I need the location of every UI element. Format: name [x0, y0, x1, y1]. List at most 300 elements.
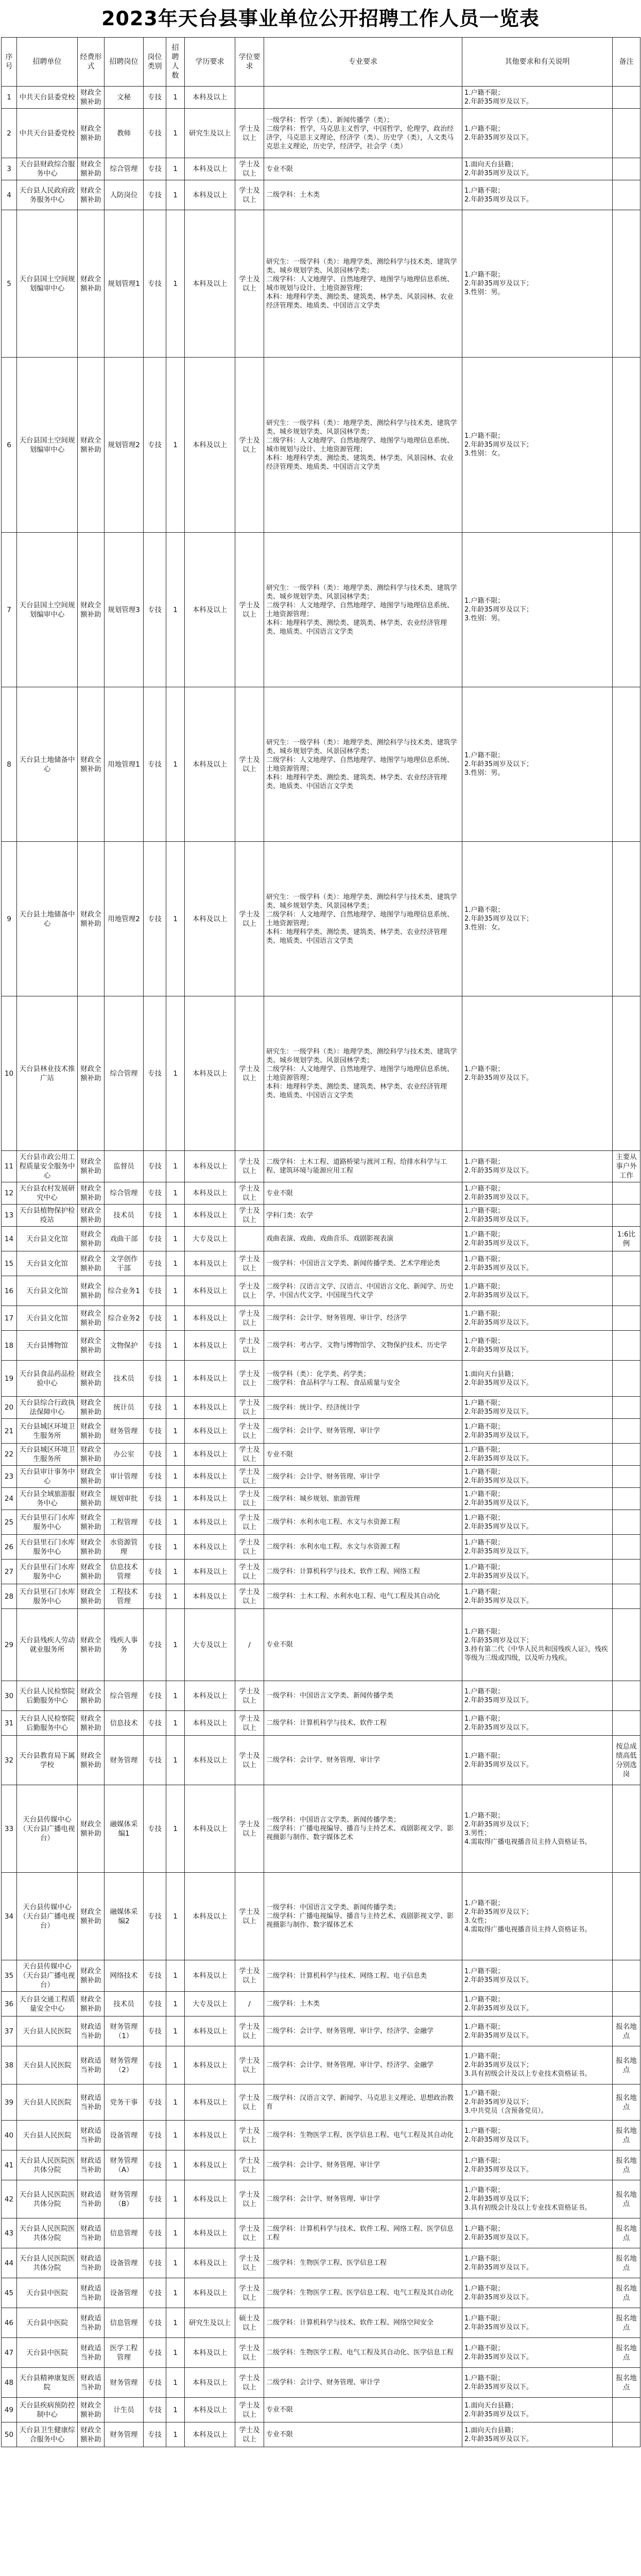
table-row [2, 842, 640, 996]
cell-funding: 财政全额补助 [78, 1227, 105, 1251]
cell-degree: 学士及以上 [235, 2278, 264, 2308]
cell-remark [613, 1251, 640, 1276]
cell-no: 13 [2, 1205, 17, 1227]
cell-no: 22 [2, 1444, 17, 1466]
cell-unit: 天台县人民医院医共体分院 [17, 2248, 78, 2278]
cell-position: 工程管理 [105, 1510, 144, 1535]
table-row [2, 533, 640, 687]
cell-category: 专技 [144, 1151, 166, 1182]
cell-funding: 财政适当补助 [78, 2084, 105, 2121]
cell-funding: 财政全额补助 [78, 1488, 105, 1510]
header-remark: 备注 [613, 38, 640, 87]
cell-major: 研究生：一级学科（类）：地理学类、测绘科学与技术类、建筑学类、城乡规划学类、风景园林学类； 二级学科：人文地理学、自然地理学、地图学与地理信息系统、城市规划与设计、土地资源管理； 本科：地理科学类、测绘类、建筑类、林学类、风景园林、农业经济管理类、地质类、中国语言文学类 [264, 358, 462, 533]
cell-unit: 天台县文化馆 [17, 1306, 78, 1331]
cell-funding: 财政全额补助 [78, 1736, 105, 1785]
cell-funding: 财政适当补助 [78, 2218, 105, 2248]
cell-degree: 硕士及以上 [235, 2308, 264, 2338]
table-row [2, 1736, 640, 1785]
cell-count: 1 [166, 1510, 185, 1535]
cell-other: 1.户籍不限； 2.年龄35周岁及以下。 [462, 1510, 613, 1535]
cell-position: 综合管理 [105, 996, 144, 1151]
cell-other: 1.户籍不限； 2.年龄35周岁及以下； 3.性别：女。 [462, 842, 613, 996]
header-row [2, 38, 640, 87]
cell-no: 2 [2, 109, 17, 158]
cell-no: 35 [2, 1960, 17, 1992]
cell-unit: 天台县审计事务中心 [17, 1466, 78, 1488]
cell-no: 14 [2, 1227, 17, 1251]
cell-unit: 天台县市政公用工程质量安全服务中心 [17, 1151, 78, 1182]
cell-category: 专技 [144, 533, 166, 687]
cell-education: 本科及以上 [185, 2422, 235, 2447]
cell-degree: 学士及以上 [235, 1466, 264, 1488]
cell-education: 本科及以上 [185, 1960, 235, 1992]
cell-funding: 财政全额补助 [78, 1711, 105, 1736]
cell-major: 专业不限 [264, 2422, 462, 2447]
table-row [2, 1251, 640, 1276]
table-row [2, 2368, 640, 2398]
cell-count: 1 [166, 1584, 185, 1609]
cell-count: 1 [166, 2368, 185, 2398]
cell-unit: 天台县传媒中心（天台县广播电视台） [17, 1873, 78, 1960]
cell-count: 1 [166, 2338, 185, 2368]
cell-no: 41 [2, 2150, 17, 2180]
cell-funding: 财政全额补助 [78, 1397, 105, 1419]
cell-education: 本科及以上 [185, 2278, 235, 2308]
cell-category: 专技 [144, 1361, 166, 1397]
cell-funding: 财政适当补助 [78, 2016, 105, 2046]
cell-unit: 天台县食品药品检验中心 [17, 1361, 78, 1397]
cell-count: 1 [166, 1397, 185, 1419]
cell-funding: 财政适当补助 [78, 2338, 105, 2368]
cell-remark [613, 210, 640, 358]
table-row [2, 996, 640, 1151]
cell-funding: 财政适当补助 [78, 2046, 105, 2084]
cell-other: 1.户籍不限； 2.年龄35周岁及以下； 3.男性； 4.需取得广播电视播音员主持人资格证书。 [462, 1785, 613, 1873]
cell-degree: 学士及以上 [235, 1306, 264, 1331]
cell-position: 财务管理 [105, 1419, 144, 1444]
cell-position: 人防岗位 [105, 180, 144, 210]
cell-unit: 天台县人民检察院后勤服务中心 [17, 1681, 78, 1711]
table-row [2, 1560, 640, 1584]
cell-category: 专技 [144, 2368, 166, 2398]
cell-category: 专技 [144, 1205, 166, 1227]
cell-degree: 学士及以上 [235, 1873, 264, 1960]
cell-remark: 1:6比例 [613, 1227, 640, 1251]
cell-remark [613, 1361, 640, 1397]
cell-count: 1 [166, 1992, 185, 2016]
table-row [2, 1584, 640, 1609]
cell-education: 本科及以上 [185, 1306, 235, 1331]
cell-major: 一级学科：中国语言文学类、新闻传播学类； 二级学科：广播电视编导、播音与主持艺术、戏剧影视文学、影视摄影与制作、数字媒体艺术 [264, 1785, 462, 1873]
cell-education: 本科及以上 [185, 842, 235, 996]
cell-unit: 天台县文化馆 [17, 1227, 78, 1251]
cell-degree: 学士及以上 [235, 533, 264, 687]
cell-other: 1.面向天台县籍； 2.年龄35周岁及以下。 [462, 2422, 613, 2447]
cell-count: 1 [166, 2150, 185, 2180]
cell-education: 本科及以上 [185, 1466, 235, 1488]
cell-unit: 天台县传媒中心（天台县广播电视台） [17, 1785, 78, 1873]
cell-category: 专技 [144, 210, 166, 358]
cell-count: 1 [166, 2016, 185, 2046]
cell-no: 31 [2, 1711, 17, 1736]
table-row [2, 180, 640, 210]
cell-remark [613, 1873, 640, 1960]
cell-education: 本科及以上 [185, 1361, 235, 1397]
cell-degree: 学士及以上 [235, 2368, 264, 2398]
cell-position: 规划管理3 [105, 533, 144, 687]
cell-no: 1 [2, 87, 17, 109]
cell-funding: 财政全额补助 [78, 1584, 105, 1609]
cell-major: 二级学科：生物医学工程、电气工程及其自动化、医学信息工程 [264, 2338, 462, 2368]
cell-other: 1.户籍不限； 2.年龄35周岁及以下。 [462, 1419, 613, 1444]
cell-no: 16 [2, 1276, 17, 1306]
cell-major: 二级学科：水利水电工程、水文与水资源工程 [264, 1535, 462, 1560]
cell-other: 1.户籍不限； 2.年龄35周岁及以下。 [462, 2150, 613, 2180]
cell-position: 信息管理 [105, 2218, 144, 2248]
cell-degree: 学士及以上 [235, 210, 264, 358]
cell-major: 二级学科：会计学、财务管理、审计学 [264, 2368, 462, 2398]
cell-major: 二级学科：汉语言文学、汉语言、中国语言文化、新闻学、历史学、中国古代文学、中国现当代文学 [264, 1276, 462, 1306]
cell-education: 本科及以上 [185, 533, 235, 687]
cell-unit: 天台县土地储备中心 [17, 842, 78, 996]
cell-other: 1.面向天台县籍； 2.年龄35周岁及以下。 [462, 158, 613, 180]
cell-funding: 财政适当补助 [78, 2278, 105, 2308]
cell-unit: 天台县人民医院医共体分院 [17, 2150, 78, 2180]
cell-education: 本科及以上 [185, 2150, 235, 2180]
cell-remark: 报名地点 [613, 2338, 640, 2368]
cell-major: 一级学科：中国语言文学类、新闻传播学类； 二级学科：广播电视编导、播音与主持艺术、戏剧影视文学、影视摄影与制作、数字媒体艺术 [264, 1873, 462, 1960]
cell-education: 大专及以上 [185, 1609, 235, 1681]
cell-no: 23 [2, 1466, 17, 1488]
table-row [2, 2016, 640, 2046]
cell-degree: 学士及以上 [235, 1276, 264, 1306]
cell-unit: 天台县文化馆 [17, 1251, 78, 1276]
cell-unit: 天台县里石门水库服务中心 [17, 1510, 78, 1535]
cell-position: 设备管理 [105, 2248, 144, 2278]
cell-remark [613, 2422, 640, 2447]
cell-other: 1.户籍不限； 2.年龄35周岁及以下； 3.具有初级会计及以上专业技术资格证书。 [462, 2180, 613, 2218]
cell-unit: 天台县教育局下属学校 [17, 1736, 78, 1785]
cell-education: 本科及以上 [185, 2016, 235, 2046]
cell-remark: 报名地点 [613, 2084, 640, 2121]
table-row [2, 1331, 640, 1361]
cell-no: 25 [2, 1510, 17, 1535]
table-row [2, 1227, 640, 1251]
cell-no: 43 [2, 2218, 17, 2248]
cell-remark [613, 1560, 640, 1584]
cell-degree: 学士及以上 [235, 2084, 264, 2121]
cell-other: 1.户籍不限； 2.年龄35周岁及以下。 [462, 1251, 613, 1276]
cell-funding: 财政全额补助 [78, 1151, 105, 1182]
cell-remark: 报名地点 [613, 2278, 640, 2308]
cell-major: 二级学科：土木工程、道路桥梁与渡河工程、给排水科学与工程、建筑环境与能源应用工程 [264, 1151, 462, 1182]
cell-other: 1.户籍不限； 2.年龄35周岁及以下。 [462, 2368, 613, 2398]
cell-funding: 财政全额补助 [78, 2422, 105, 2447]
cell-unit: 天台县财政综合服务中心 [17, 158, 78, 180]
cell-degree: 学士及以上 [235, 2150, 264, 2180]
cell-major: 一级学科：哲学（类）、新闻传播学（类）； 二级学科：哲学，马克思主义哲学，中国哲学，伦理学，政治经济学，马克思主义理论，经济学（类）、历史学（类），人文类马克思主义理论，历史学，经济学，社会学（类） [264, 109, 462, 158]
cell-no: 28 [2, 1584, 17, 1609]
cell-position: 财务管理（2） [105, 2046, 144, 2084]
cell-category: 专技 [144, 1444, 166, 1466]
cell-no: 24 [2, 1488, 17, 1510]
cell-education: 本科及以上 [185, 2368, 235, 2398]
cell-count: 1 [166, 1205, 185, 1227]
cell-unit: 天台县里石门水库服务中心 [17, 1535, 78, 1560]
cell-position: 财务管理 [105, 1736, 144, 1785]
cell-category: 专技 [144, 1609, 166, 1681]
cell-degree: 学士及以上 [235, 1205, 264, 1227]
cell-other: 1.户籍不限； 2.年龄35周岁及以下； 3.性别：男。 [462, 687, 613, 842]
cell-category: 专技 [144, 1182, 166, 1205]
cell-major: 戏曲表演、戏曲、戏曲音乐、戏剧影视表演 [264, 1227, 462, 1251]
cell-remark [613, 87, 640, 109]
cell-position: 用地管理1 [105, 687, 144, 842]
cell-position: 规划管理2 [105, 358, 144, 533]
cell-major: 二级学科：城乡规划、旅游管理 [264, 1488, 462, 1510]
cell-major: 二级学科：计算机科学与技术、软件工程 [264, 1711, 462, 1736]
cell-category: 专技 [144, 2308, 166, 2338]
cell-count: 1 [166, 1873, 185, 1960]
cell-no: 46 [2, 2308, 17, 2338]
cell-count: 1 [166, 1466, 185, 1488]
table-row [2, 2121, 640, 2150]
cell-remark: 报名地点 [613, 2046, 640, 2084]
cell-no: 8 [2, 687, 17, 842]
cell-degree: 学士及以上 [235, 1960, 264, 1992]
cell-unit: 天台县人民医院医共体分院 [17, 2218, 78, 2248]
cell-remark [613, 1535, 640, 1560]
cell-remark [613, 1419, 640, 1444]
cell-degree: 学士及以上 [235, 358, 264, 533]
cell-major: 二级学科：汉语言文学、新闻学、马克思主义理论、思想政治教育 [264, 2084, 462, 2121]
cell-category: 专技 [144, 2338, 166, 2368]
cell-major: 研究生：一级学科（类）：地理学类、测绘科学与技术类、建筑学类、城乡规划学类、风景园林学类； 二级学科：人文地理学、自然地理学、地图学与地理信息系统、城市规划与设计、土地资源管理； 本科：地理科学类、测绘类、建筑类、林学类、风景园林、农业经济管理类、地质类、中国语言文学类 [264, 210, 462, 358]
table-row [2, 1205, 640, 1227]
cell-major: 二级学科：会计学、财务管理、审计学 [264, 1419, 462, 1444]
cell-remark [613, 533, 640, 687]
cell-position: 综合管理 [105, 1681, 144, 1711]
cell-education: 本科及以上 [185, 1711, 235, 1736]
cell-remark: 报名地点 [613, 2218, 640, 2248]
cell-major: 二级学科：水利水电工程、水文与水资源工程 [264, 1510, 462, 1535]
cell-major: 二级学科：会计学、财务管理、审计学 [264, 2150, 462, 2180]
cell-unit: 中共天台县委党校 [17, 109, 78, 158]
cell-remark [613, 1609, 640, 1681]
header-position: 招聘岗位 [105, 38, 144, 87]
cell-category: 专技 [144, 2180, 166, 2218]
cell-position: 融媒体采编1 [105, 1785, 144, 1873]
cell-count: 1 [166, 1151, 185, 1182]
cell-degree: 学士及以上 [235, 1560, 264, 1584]
table-row [2, 358, 640, 533]
table-header [2, 38, 640, 87]
cell-no: 10 [2, 996, 17, 1151]
cell-education: 本科及以上 [185, 1560, 235, 1584]
table-row [2, 1873, 640, 1960]
cell-degree: 学士及以上 [235, 180, 264, 210]
cell-major: 研究生：一级学科（类）：地理学类、测绘科学与技术类、建筑学类、城乡规划学类、风景园林学类； 二级学科：人文地理学、自然地理学、地图学与地理信息系统、土地资源管理； 本科：地理科学类、测绘类、建筑类、林学类、农业经济管理类、地质类、中国语言文学类 [264, 687, 462, 842]
cell-category: 专技 [144, 1736, 166, 1785]
cell-category: 专技 [144, 1331, 166, 1361]
table-row [2, 1182, 640, 1205]
cell-remark [613, 1331, 640, 1361]
cell-major: 专业不限 [264, 1182, 462, 1205]
cell-education: 本科及以上 [185, 158, 235, 180]
cell-position: 党务干事 [105, 2084, 144, 2121]
cell-count: 1 [166, 158, 185, 180]
cell-degree: 学士及以上 [235, 1736, 264, 1785]
cell-remark [613, 1276, 640, 1306]
cell-funding: 财政适当补助 [78, 2121, 105, 2150]
cell-position: 工程技术管理 [105, 1584, 144, 1609]
cell-other: 1.户籍不限； 2.年龄35周岁及以下。 [462, 2278, 613, 2308]
cell-major: 二级学科：会计学、财务管理、审计学、经济学、金融学 [264, 2046, 462, 2084]
cell-funding: 财政全额补助 [78, 358, 105, 533]
cell-no: 42 [2, 2180, 17, 2218]
cell-position: 医学工程管理 [105, 2338, 144, 2368]
cell-category: 专技 [144, 2150, 166, 2180]
cell-education: 本科及以上 [185, 1251, 235, 1276]
cell-count: 1 [166, 2121, 185, 2150]
cell-funding: 财政全额补助 [78, 1510, 105, 1535]
cell-count: 1 [166, 1609, 185, 1681]
cell-unit: 天台县林业技术推广站 [17, 996, 78, 1151]
table-row [2, 2180, 640, 2218]
cell-major: 二级学科：会计学、财务管理、审计学、经济学 [264, 1306, 462, 1331]
cell-major: 二级学科：计算机科学与技术、网络工程、电子信息类 [264, 1960, 462, 1992]
cell-major: 研究生：一级学科（类）：地理学类、测绘科学与技术类、建筑学类、城乡规划学类、风景园林学类； 二级学科：人文地理学、自然地理学、地图学与地理信息系统、土地资源管理； 本科：地理科学类、测绘类、建筑类、林学类、农业经济管理类、地质类、中国语言文学类 [264, 533, 462, 687]
cell-unit: 天台县文化馆 [17, 1276, 78, 1306]
cell-position: 综合管理 [105, 158, 144, 180]
cell-category: 专技 [144, 2422, 166, 2447]
cell-no: 49 [2, 2398, 17, 2422]
cell-other: 1.户籍不限； 2.年龄35周岁及以下； 3.女性； 4.需取得广播电视播音员主持人资格证书。 [462, 1873, 613, 1960]
cell-category: 专技 [144, 1560, 166, 1584]
cell-degree: 学士及以上 [235, 2398, 264, 2422]
cell-no: 30 [2, 1681, 17, 1711]
cell-major: 专业不限 [264, 2398, 462, 2422]
cell-other: 1.户籍不限； 2.年龄35周岁及以下。 [462, 2016, 613, 2046]
cell-degree: 学士及以上 [235, 2248, 264, 2278]
cell-other: 1.面向天台县籍； 2.年龄35周岁及以下。 [462, 2398, 613, 2422]
cell-category: 专技 [144, 87, 166, 109]
cell-remark [613, 1785, 640, 1873]
cell-no: 37 [2, 2016, 17, 2046]
cell-remark [613, 687, 640, 842]
cell-education: 本科及以上 [185, 1397, 235, 1419]
cell-position: 财务管理（1） [105, 2016, 144, 2046]
cell-position: 财务管理 [105, 2368, 144, 2398]
cell-count: 1 [166, 1227, 185, 1251]
cell-degree: 学士及以上 [235, 109, 264, 158]
cell-other: 1.户籍不限； 2.年龄35周岁及以下。 [462, 1466, 613, 1488]
cell-category: 专技 [144, 1992, 166, 2016]
cell-count: 1 [166, 2218, 185, 2248]
page-title: 2023年天台县事业单位公开招聘工作人员一览表 [101, 7, 540, 30]
cell-unit: 天台县博物馆 [17, 1331, 78, 1361]
cell-major: 研究生：一级学科（类）：地理学类、测绘科学与技术类、建筑学类、城乡规划学类、风景园林学类； 二级学科：人文地理学、自然地理学、地图学与地理信息系统、土地资源管理； 本科：地理科学类、测绘类、建筑类、林学类、农业经济管理类、地质类、中国语言文学类 [264, 842, 462, 996]
table-row [2, 2046, 640, 2084]
table-row [2, 2150, 640, 2180]
cell-other: 1.户籍不限； 2.年龄35周岁及以下； 3.性别：男。 [462, 210, 613, 358]
table-row [2, 1488, 640, 1510]
cell-count: 1 [166, 210, 185, 358]
cell-category: 专技 [144, 1584, 166, 1609]
cell-other: 1.户籍不限； 2.年龄35周岁及以下。 [462, 1205, 613, 1227]
cell-education: 本科及以上 [185, 1873, 235, 1960]
cell-other: 1.户籍不限； 2.年龄35周岁及以下。 [462, 2248, 613, 2278]
cell-remark [613, 1306, 640, 1331]
cell-major: 二级学科：统计学、经济统计学 [264, 1397, 462, 1419]
cell-funding: 财政全额补助 [78, 1444, 105, 1466]
cell-position: 文学创作干部 [105, 1251, 144, 1276]
cell-category: 专技 [144, 1535, 166, 1560]
cell-unit: 天台县里石门水库服务中心 [17, 1560, 78, 1584]
cell-position: 水资源管理 [105, 1535, 144, 1560]
cell-other: 1.户籍不限； 2.年龄35周岁及以下。 [462, 1560, 613, 1584]
cell-education: 本科及以上 [185, 2046, 235, 2084]
cell-funding: 财政全额补助 [78, 109, 105, 158]
cell-major: 二级学科：计算机科学与技术、软件工程、网络空间安全 [264, 2308, 462, 2338]
cell-unit: 天台县农村发展研究中心 [17, 1182, 78, 1205]
cell-remark: 报名地点 [613, 2248, 640, 2278]
cell-education: 本科及以上 [185, 1488, 235, 1510]
cell-funding: 财政全额补助 [78, 1251, 105, 1276]
table-row [2, 1711, 640, 1736]
cell-remark: 报名地点 [613, 2016, 640, 2046]
cell-education: 本科及以上 [185, 1444, 235, 1466]
cell-remark [613, 1397, 640, 1419]
cell-funding: 财政全额补助 [78, 687, 105, 842]
cell-no: 26 [2, 1535, 17, 1560]
cell-category: 专技 [144, 1510, 166, 1535]
cell-no: 40 [2, 2121, 17, 2150]
cell-funding: 财政全额补助 [78, 1419, 105, 1444]
cell-count: 1 [166, 1560, 185, 1584]
cell-count: 1 [166, 1736, 185, 1785]
cell-count: 1 [166, 533, 185, 687]
cell-degree: 学士及以上 [235, 1361, 264, 1397]
cell-education: 本科及以上 [185, 1182, 235, 1205]
cell-funding: 财政全额补助 [78, 1466, 105, 1488]
header-unit: 招聘单位 [17, 38, 78, 87]
cell-other: 1.户籍不限； 2.年龄35周岁及以下； 3.性别：女。 [462, 358, 613, 533]
cell-no: 12 [2, 1182, 17, 1205]
cell-count: 1 [166, 1785, 185, 1873]
cell-category: 专技 [144, 1419, 166, 1444]
cell-category: 专技 [144, 842, 166, 996]
header-no: 序号 [2, 38, 17, 87]
cell-position: 技术员 [105, 1992, 144, 2016]
cell-major: 二级学科：生物医学工程、医学信息工程、电气工程及其自动化 [264, 2121, 462, 2150]
cell-major: 学科门类：农学 [264, 1205, 462, 1227]
cell-education: 本科及以上 [185, 180, 235, 210]
table-row [2, 109, 640, 158]
table-row [2, 2218, 640, 2248]
cell-unit: 天台县人民政府政务服务中心 [17, 180, 78, 210]
cell-education: 本科及以上 [185, 358, 235, 533]
cell-funding: 财政全额补助 [78, 1992, 105, 2016]
cell-count: 1 [166, 1419, 185, 1444]
cell-funding: 财政全额补助 [78, 1306, 105, 1331]
cell-unit: 天台县植物保护检疫站 [17, 1205, 78, 1227]
cell-funding: 财政适当补助 [78, 2248, 105, 2278]
cell-education: 本科及以上 [185, 2121, 235, 2150]
cell-position: 综合管理 [105, 1182, 144, 1205]
cell-no: 19 [2, 1361, 17, 1397]
cell-education: 本科及以上 [185, 996, 235, 1151]
